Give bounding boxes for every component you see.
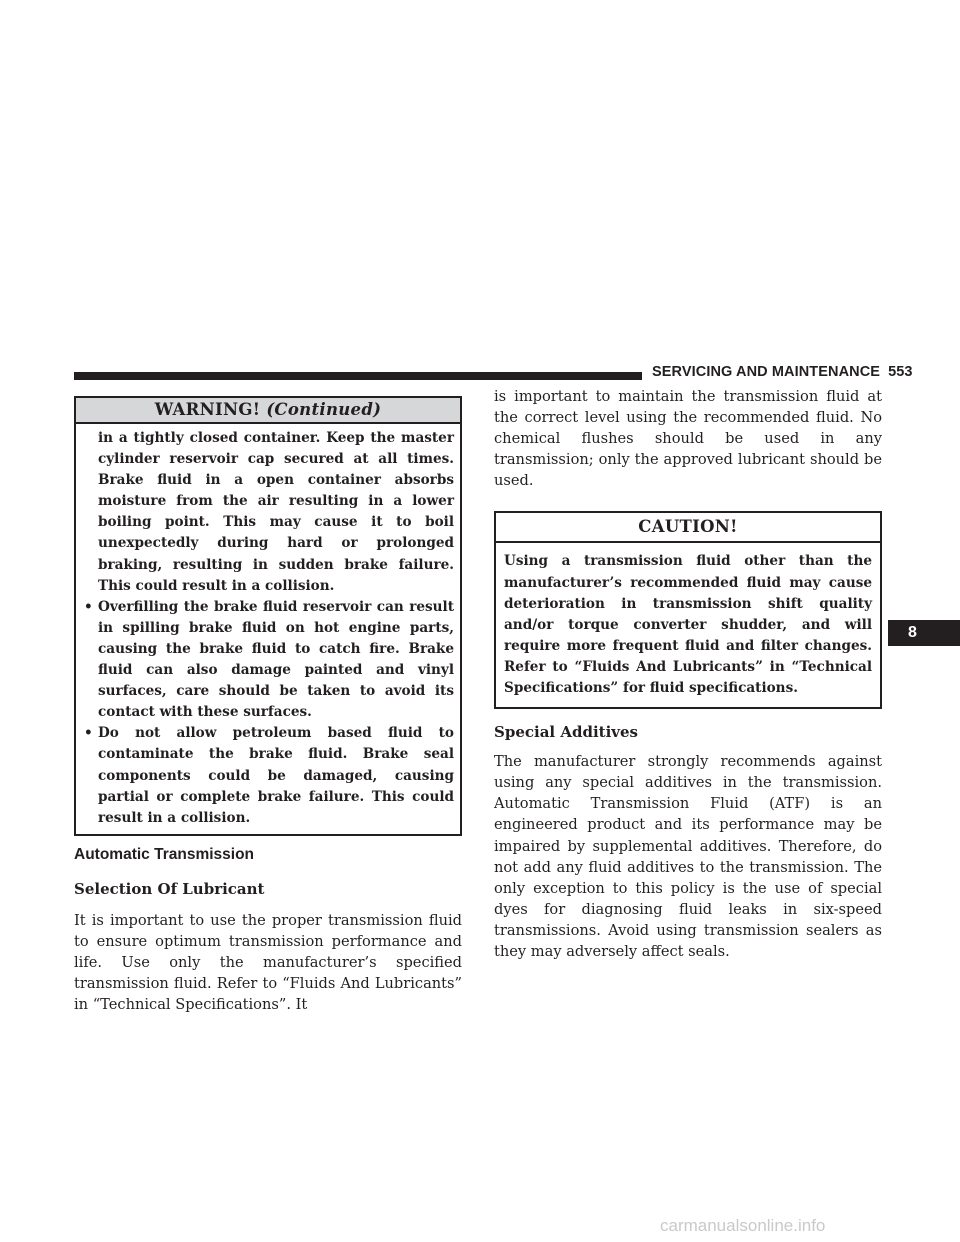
header-rule — [74, 372, 642, 380]
lubricant-paragraph: It is important to use the proper transmission fluid to ensure optimum transmission performance and life. Use only the manufacturer’s specified transmission fluid. Refer to “Fluids And Lubricants” in “Technical Specifications”. It — [74, 911, 462, 1014]
additives-heading: Special Additives — [494, 723, 638, 742]
running-header — [652, 364, 913, 380]
header-title: SERVICING AND MAINTENANCE — [652, 364, 881, 380]
warning-bullet-text: Overfilling the brake fluid reservoir can result in spilling brake fluid on hot engine parts, causing the brake fluid to catch fire. Brake fluid can also damage painted and vinyl surfaces, care should be taken to avoid its contact with these surfaces. — [98, 598, 454, 721]
bullet-icon: • — [84, 598, 93, 615]
lubricant-heading: Selection Of Lubricant — [74, 879, 265, 898]
additives-paragraph: The manufacturer strongly recommends against using any special additives in the transmission. Automatic Transmission Fluid (ATF) is an engineered product and its performance may be impaired by supplemental additives. Therefore, do not add any fluid additives to the transmission. The only exception to this policy is the use of special dyes for diagnosing fluid leaks in six-speed transmissions. Avoid using transmission sealers as they may adversely affect seals. — [494, 753, 882, 960]
caution-box — [494, 511, 882, 709]
bullet-icon: • — [84, 725, 93, 742]
lubricant-paragraph-continued: is important to maintain the transmission fluid at the correct level using the recommended fluid. No chemical flushes should be used in any transmission; only the approved lubricant should be used. — [494, 388, 882, 490]
warning-bullet-text: Do not allow petroleum based fluid to contaminate the brake fluid. Brake seal components could be damaged, causing partial or complete brake failure. This could result in a collision. — [98, 725, 454, 826]
section-title: Automatic Transmission — [74, 845, 255, 863]
caution-text: Using a transmission fluid other than the manufacturer’s recommended fluid may cause deterioration in transmission shift quality and/or torque converter shudder, and will require more frequent fluid and filter changes. Refer to “Fluids And Lubricants” in “Technical Specifications” for fluid specifications. — [504, 553, 872, 697]
warning-title: WARNING! — [154, 400, 261, 419]
chapter-tab: 8 — [888, 620, 960, 646]
warning-body — [76, 424, 460, 834]
warning-box — [74, 396, 462, 836]
page-number: 553 — [888, 364, 913, 380]
warning-continued: (Continued) — [266, 400, 382, 419]
warning-header — [76, 398, 460, 424]
warning-intro: in a tightly closed container. Keep the master cylinder reservoir cap secured at all times. Brake fluid in a open container absorbs moisture from the air resulting in a lower boiling point. This may cause it to boil unexpectedly during hard or prolonged braking, resulting in sudden brake failure. This could result in a collision. — [98, 430, 454, 594]
right-column — [494, 386, 882, 962]
watermark: carmanualsonline.info — [660, 1216, 826, 1235]
warning-bullet — [84, 597, 454, 724]
caution-title: CAUTION! — [496, 513, 880, 543]
left-column — [74, 396, 462, 1015]
warning-bullet — [84, 723, 454, 828]
